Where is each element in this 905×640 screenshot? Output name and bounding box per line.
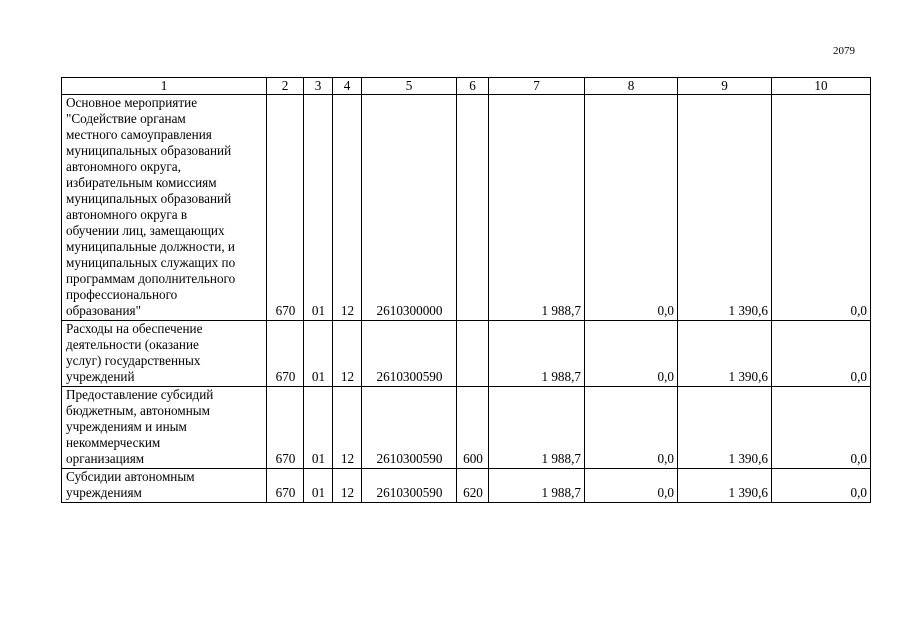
ministry-code: 670 [267, 95, 304, 321]
ministry-code: 670 [267, 321, 304, 387]
table-header-row [62, 78, 871, 95]
column-header: 5 [362, 78, 457, 95]
table-row [62, 469, 871, 503]
amount-col-7: 1 988,7 [489, 469, 585, 503]
amount-col-7: 1 988,7 [489, 95, 585, 321]
expense-type-code: 600 [457, 387, 489, 469]
amount-col-8: 0,0 [585, 387, 678, 469]
amount-col-7: 1 988,7 [489, 387, 585, 469]
item-name: Основное мероприятие "Содействие органам местного самоуправления муниципальных образований автономного округа, избирательным комиссиям муниципальных образований автономного округа в обучении лиц, замещающих муниципальные должности, и муниципальных служащих по программам дополнительного профессионального образования" [62, 95, 267, 321]
amount-col-8: 0,0 [585, 321, 678, 387]
subsection-code: 12 [333, 95, 362, 321]
section-code: 01 [304, 469, 333, 503]
column-header: 10 [772, 78, 871, 95]
amount-col-9: 1 390,6 [678, 469, 772, 503]
column-header: 6 [457, 78, 489, 95]
column-header: 7 [489, 78, 585, 95]
amount-col-10: 0,0 [772, 469, 871, 503]
column-header: 2 [267, 78, 304, 95]
ministry-code: 670 [267, 469, 304, 503]
amount-col-7: 1 988,7 [489, 321, 585, 387]
table-row [62, 387, 871, 469]
section-code: 01 [304, 387, 333, 469]
amount-col-10: 0,0 [772, 95, 871, 321]
page-number: 2079 [833, 45, 855, 57]
table-row [62, 321, 871, 387]
amount-col-10: 0,0 [772, 321, 871, 387]
column-header: 9 [678, 78, 772, 95]
amount-col-8: 0,0 [585, 95, 678, 321]
amount-col-8: 0,0 [585, 469, 678, 503]
subsection-code: 12 [333, 387, 362, 469]
target-article-code: 2610300590 [362, 387, 457, 469]
target-article-code: 2610300590 [362, 469, 457, 503]
column-header: 1 [62, 78, 267, 95]
column-header: 8 [585, 78, 678, 95]
item-name: Расходы на обеспечение деятельности (оказание услуг) государственных учреждений [62, 321, 267, 387]
subsection-code: 12 [333, 321, 362, 387]
target-article-code: 2610300000 [362, 95, 457, 321]
budget-table [61, 77, 871, 503]
section-code: 01 [304, 95, 333, 321]
expense-type-code: 620 [457, 469, 489, 503]
target-article-code: 2610300590 [362, 321, 457, 387]
ministry-code: 670 [267, 387, 304, 469]
expense-type-code [457, 95, 489, 321]
expense-type-code [457, 321, 489, 387]
amount-col-10: 0,0 [772, 387, 871, 469]
column-header: 3 [304, 78, 333, 95]
amount-col-9: 1 390,6 [678, 387, 772, 469]
column-header: 4 [333, 78, 362, 95]
amount-col-9: 1 390,6 [678, 95, 772, 321]
subsection-code: 12 [333, 469, 362, 503]
item-name: Субсидии автономным учреждениям [62, 469, 267, 503]
table-row [62, 95, 871, 321]
section-code: 01 [304, 321, 333, 387]
amount-col-9: 1 390,6 [678, 321, 772, 387]
item-name: Предоставление субсидий бюджетным, автономным учреждениям и иным некоммерческим организациям [62, 387, 267, 469]
